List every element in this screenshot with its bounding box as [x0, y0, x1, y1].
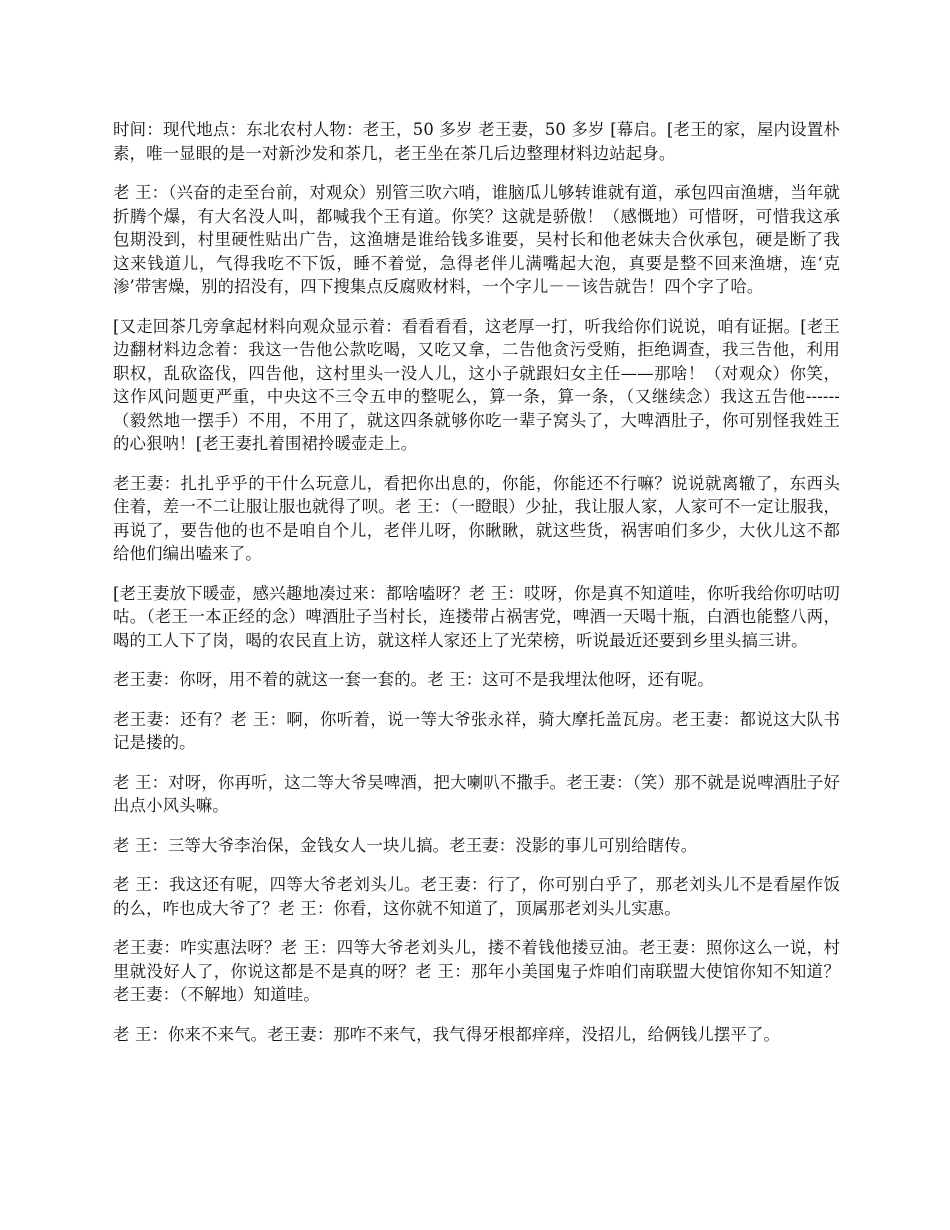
- paragraph-dialogue: 老王妻：咋实惠法呀？老 王：四等大爷老刘头儿，搂不着钱他搂豆油。老王妻：照你这么一说，村里就没好人了，你说这都是不是真的呀？老 王：那年小美国鬼子炸咱们南联盟大使馆你知不知道？老王妻：（不解地）知道哇。: [113, 938, 840, 1004]
- paragraph-dialogue: 老 王：你来不来气。老王妻：那咋不来气，我气得牙根都痒痒，没招儿，给俩钱儿摆平了。: [113, 1024, 780, 1044]
- paragraph-wang-monologue: 老 王：（兴奋的走至台前，对观众）别管三吹六哨，谁脑瓜儿够转谁就有道，承包四亩渔塘，当年就折腾个爆，有大名没人叫，都喊我个王有道。你笑？这就是骄傲！（感慨地）可惜呀，可惜我这承包期没到，村里硬性贴出广告，这渔塘是谁给钱多谁要，吴村长和他老妹夫合伙承包，硬是断了我这来钱道儿，气得我吃不下饭，睡不着觉，急得老伴儿满嘴起大泡，真要是整不回来渔塘，连‘克渗’带害燥，别的招没有，四下搜集点反腐败材料，一个字儿－－该告就告！四个字了哈。: [113, 183, 840, 296]
- paragraph-dialogue: 老 王：三等大爷李治保，金钱女人一块儿搞。老王妻：没影的事儿可别给瞎传。: [113, 835, 698, 855]
- paragraph-setting: 时间：现代地点：东北农村人物：老王，50 多岁 老王妻，50 多岁 [幕启。[老王的家，屋内设置朴素，唯一显眼的是一对新沙发和茶几，老王坐在茶几后边整理材料边站起身。: [113, 120, 840, 163]
- paragraph-dialogue: 老王妻：还有？老 王：啊，你听着，说一等大爷张永祥，骑大摩托盖瓦房。老王妻：都说这大队书记是搂的。: [113, 709, 840, 752]
- paragraph-beer-belly-verse: [老王妻放下暖壶，感兴趣地凑过来：都啥嗑呀？老 王：哎呀，你是真不知道哇，你听我给你叨咕叨咕。（老王一本正经的念）啤酒肚子当村长，连搂带占祸害党，啤酒一天喝十瓶，白酒也能整八两，喝的工人下了岗，喝的农民直上访，就这样人家还上了光荣榜，听说最近还要到乡里头搞三讲。: [113, 583, 840, 650]
- paragraph-dialogue: 老 王：对呀，你再听，这二等大爷吴啤酒，把大喇叭不撒手。老王妻：（笑）那不就是说啤酒肚子好出点小风头嘛。: [113, 772, 840, 815]
- paragraph-wife-enters: 老王妻：扎扎乎乎的干什么玩意儿，看把你出息的，你能，你能还不行嘛？说说就离辙了，东西头住着，差一不二让服让服也就得了呗。老 王：（一瞪眼）少扯，我让服人家，人家可不一定让服我，再说了，要告他的也不是咱自个儿，老伴儿呀，你瞅瞅，就这些货，祸害咱们多少，大伙儿这不都给他们编出嗑来了。: [113, 473, 840, 563]
- paragraph-dialogue: 老王妻：你呀，用不着的就这一套一套的。老 王：这可不是我埋汰他呀，还有呢。: [113, 670, 714, 689]
- paragraph-dialogue: 老 王：我这还有呢，四等大爷老刘头儿。老王妻：行了，你可别白乎了，那老刘头儿不是看屋作饭的么，咋也成大爷了？老 王：你看，这你就不知道了，顶属那老刘头儿实惠。: [113, 875, 840, 918]
- paragraph-materials: [又走回茶几旁拿起材料向观众显示着：看看看看，这老厚一打，听我给你们说说，咱有证据。[老王边翻材料边念着：我这一告他公款吃喝，又吃又拿，二告他贪污受贿，拒绝调查，我三告他，利用职权，乱砍盗伐，四告他，这村里头一没人儿，这小子就跟妇女主任——那啥！（对观众）你笑，这作风问题更严重，中央这不三令五申的整呢么，算一条，算一条，（又继续念）我这五告他------（毅然地一摆手）不用，不用了，就这四条就够你吃一辈子窝头了，大啤酒肚子，你可别怪我姓王的心狠呐！[老王妻扎着围裙拎暖壶走上。: [113, 316, 840, 453]
- document-page: [113, 118, 840, 1062]
